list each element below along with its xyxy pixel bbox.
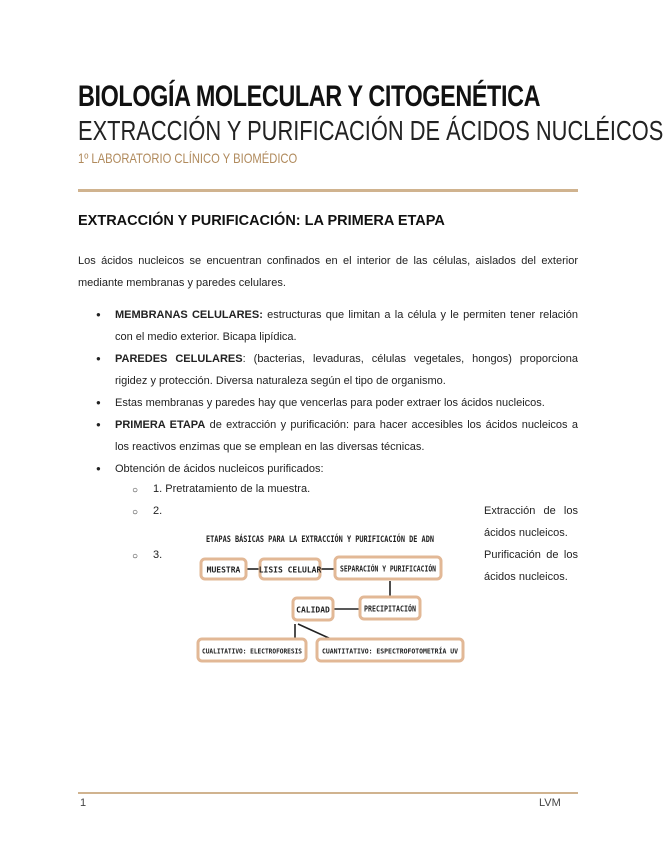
bullet-text: Obtención de ácidos nucleicos purificados: bbox=[115, 463, 324, 475]
page-title: BIOLOGÍA MOLECULAR Y CITOGENÉTICA bbox=[78, 80, 541, 113]
svg-text:CALIDAD: CALIDAD bbox=[296, 605, 330, 615]
bullet-text: estructuras que limitan a la célula y le permiten tener relación con el medio exterior. Bicapa lipídica. bbox=[115, 309, 578, 343]
bullet-item bbox=[78, 458, 578, 480]
sub-bullet-marker: ○ bbox=[132, 507, 139, 518]
bullet-bold: MEMBRANAS CELULARES: bbox=[115, 309, 263, 321]
author-initials: LVM bbox=[539, 797, 561, 809]
node-cuantitativo bbox=[317, 639, 463, 661]
node-precipitacion bbox=[360, 597, 420, 619]
bullet-text: : (bacterias, levaduras, células vegetales, hongos) proporciona rigidez y protección. Diversa naturaleza según el tipo de organismo. bbox=[115, 353, 578, 387]
svg-text:PRECIPITACIÓN: PRECIPITACIÓN bbox=[364, 604, 417, 614]
sub-bullet-marker: ○ bbox=[132, 551, 139, 562]
page-subtitle: EXTRACCIÓN Y PURIFICACIÓN DE ÁCIDOS NUCLÉICOS bbox=[78, 115, 663, 146]
bullet-item bbox=[78, 392, 578, 414]
node-separacion-purificacion bbox=[335, 557, 441, 579]
node-muestra bbox=[201, 559, 246, 579]
svg-text:SEPARACIÓN Y PURIFICACIÓN: SEPARACIÓN Y PURIFICACIÓN bbox=[340, 564, 437, 574]
sub-item-3: 3. bbox=[153, 549, 163, 561]
page-number: 1 bbox=[80, 797, 87, 809]
bullet-list bbox=[78, 304, 578, 480]
svg-text:CUALITATIVO: ELECTROFORESIS: CUALITATIVO: ELECTROFORESIS bbox=[202, 646, 302, 656]
footer-divider bbox=[78, 792, 578, 794]
course-label: 1º LABORATORIO CLÍNICO Y BIOMÉDICO bbox=[78, 150, 298, 166]
diagram-title: ETAPAS BÁSICAS PARA LA EXTRACCIÓN Y PURIFICACIÓN DE ADN bbox=[206, 535, 498, 545]
node-lisis-celular bbox=[259, 559, 322, 579]
sub-item-2: 2. bbox=[153, 505, 163, 517]
extraction-flow-diagram bbox=[193, 527, 498, 672]
bullet-text: de extracción y purificación: para hacer accesibles los ácidos nucleicos a los reactivos enzimas que se emplean en las diversas técnicas. bbox=[115, 419, 578, 453]
bullet-item bbox=[78, 304, 578, 348]
svg-text:CUANTITATIVO: ESPECTROFOTOMETR: CUANTITATIVO: ESPECTROFOTOMETRÍA UV bbox=[322, 646, 459, 656]
sub-item-1: 1. Pretratamiento de la muestra. bbox=[153, 483, 311, 495]
bullet-bold: PRIMERA ETAPA bbox=[115, 419, 206, 431]
bullet-bold: PAREDES CELULARES bbox=[115, 353, 243, 365]
bullet-text: Estas membranas y paredes hay que vencerlas para poder extraer los ácidos nucleicos. bbox=[115, 397, 545, 409]
note-purification: Purificación de los ácidos nucleicos. bbox=[484, 549, 578, 583]
section-heading: EXTRACCIÓN Y PURIFICACIÓN: LA PRIMERA ETAPA bbox=[78, 213, 445, 229]
intro-paragraph: Los ácidos nucleicos se encuentran confinados en el interior de las células, aislados del exterior mediante membranas y paredes celulares. bbox=[78, 255, 578, 289]
svg-text:MUESTRA: MUESTRA bbox=[206, 565, 241, 575]
sub-bullet-marker: ○ bbox=[132, 485, 139, 496]
bullet-item bbox=[78, 348, 578, 392]
bullet-item bbox=[78, 414, 578, 458]
header-divider bbox=[78, 189, 578, 192]
note-extraction: Extracción de los ácidos nucleicos. bbox=[484, 505, 578, 539]
node-cualitativo bbox=[198, 639, 306, 661]
node-calidad bbox=[293, 598, 333, 620]
svg-text:LISIS CELULAR: LISIS CELULAR bbox=[258, 565, 322, 575]
